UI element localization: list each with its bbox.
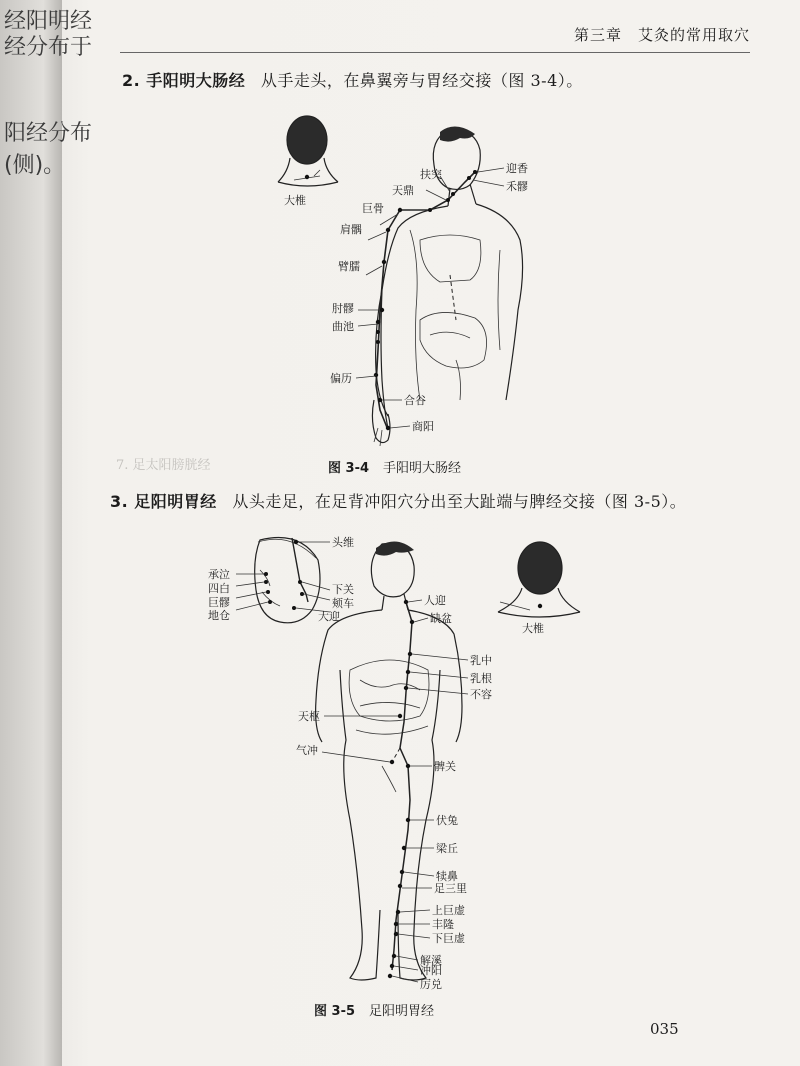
hair [440,126,475,141]
point-label-shangjuxu: 上巨虚 [432,904,465,917]
header-rule [120,52,750,53]
point-label-xiajuxu: 下巨虚 [432,932,465,945]
caption-number: 图 3-5 [314,1004,356,1019]
caption-title: 手阳明大肠经 [383,461,462,476]
figure-3-5-caption [314,1000,434,1019]
back-head-sketch [498,542,580,617]
page-number: 035 [650,1020,679,1038]
point-label-zhouliao: 肘髎 [332,302,354,315]
point-label-qichong: 气冲 [296,744,318,757]
section-number: 3. [110,492,129,511]
previous-page-edge [0,0,93,1066]
point-label-renying: 人迎 [424,594,446,607]
prev-page-text: 经阳明经 [4,9,93,34]
point-label-lidui: 厉兑 [420,978,442,991]
point-label-shangyang: 商阳 [412,420,434,433]
point-label-rugen: 乳根 [470,672,492,685]
point-label-liangqiu: 梁丘 [436,842,458,855]
section-title: 足阳明胃经 [134,492,217,511]
point-label-futu: 伏兔 [436,814,458,827]
point-label-jianyu: 肩髃 [340,223,362,236]
prev-page-text: (侧)。 [4,153,66,178]
section-number: 2. [122,71,141,90]
section-text: 从头走足，在足背冲阳穴分出至大趾端与脾经交接（图 3-5）。 [232,492,687,511]
point-label-xiaguan: 下关 [332,583,354,596]
point-label-hegu: 合谷 [404,394,426,407]
point-label-binao: 臂臑 [338,260,360,273]
point-label-chengqi: 承泣 [208,568,230,581]
point-label-jiache: 颊车 [332,597,354,610]
point-label-juliao: 巨髎 [208,596,230,609]
point-label-jiexi: 解溪 [420,954,442,967]
point-label-dazhui: 大椎 [284,194,306,207]
side-head-sketch [236,538,330,623]
point-label-biguan: 髀关 [434,760,456,773]
prev-page-text: 阳经分布 [4,121,93,146]
figure-3-4-caption [328,457,461,476]
caption-number: 图 3-4 [328,461,370,476]
back-head-sketch [278,116,338,186]
figure-3-5-illustration [200,530,600,1000]
point-label-touwei: 头维 [332,536,354,549]
section-stomach-meridian [110,489,686,512]
point-label-zusanli: 足三里 [434,882,467,895]
running-header: 第三章 艾灸的常用取穴 [573,26,750,44]
point-label-chongyang: 冲阳 [420,964,442,977]
point-label-yingxiang: 迎香 [506,162,528,175]
caption-title: 足阳明胃经 [369,1004,435,1019]
point-label-dicang: 地仓 [208,609,230,622]
point-label-dazhui: 大椎 [522,622,544,635]
point-label-ruzhong: 乳中 [470,654,492,667]
figure-3-4-illustration [270,110,530,460]
point-label-fenglong: 丰隆 [432,918,454,931]
point-label-heliao: 禾髎 [506,180,528,193]
point-label-quchi: 曲池 [332,320,354,333]
section-title: 手阳明大肠经 [146,71,246,90]
point-label-tianding: 天鼎 [392,184,414,197]
point-label-quepen: 缺盆 [430,612,452,625]
point-label-pianli: 偏历 [330,372,352,385]
point-label-tianshu: 天枢 [298,710,320,723]
point-label-futu: 扶突 [420,168,442,181]
point-label-jugu: 巨骨 [362,202,384,215]
point-label-daying: 大迎 [318,610,340,623]
point-label-burong: 不容 [470,688,492,701]
point-label-sibai: 四白 [208,582,230,595]
prev-page-text: 经分布于 [4,35,93,60]
section-text: 从手走头，在鼻翼旁与胃经交接（图 3-4）。 [260,71,583,90]
bleed-through-text: 7. 足太阳膀胱经 [116,458,211,473]
point-label-dubi: 犊鼻 [436,870,458,883]
section-large-intestine-meridian [122,68,583,91]
